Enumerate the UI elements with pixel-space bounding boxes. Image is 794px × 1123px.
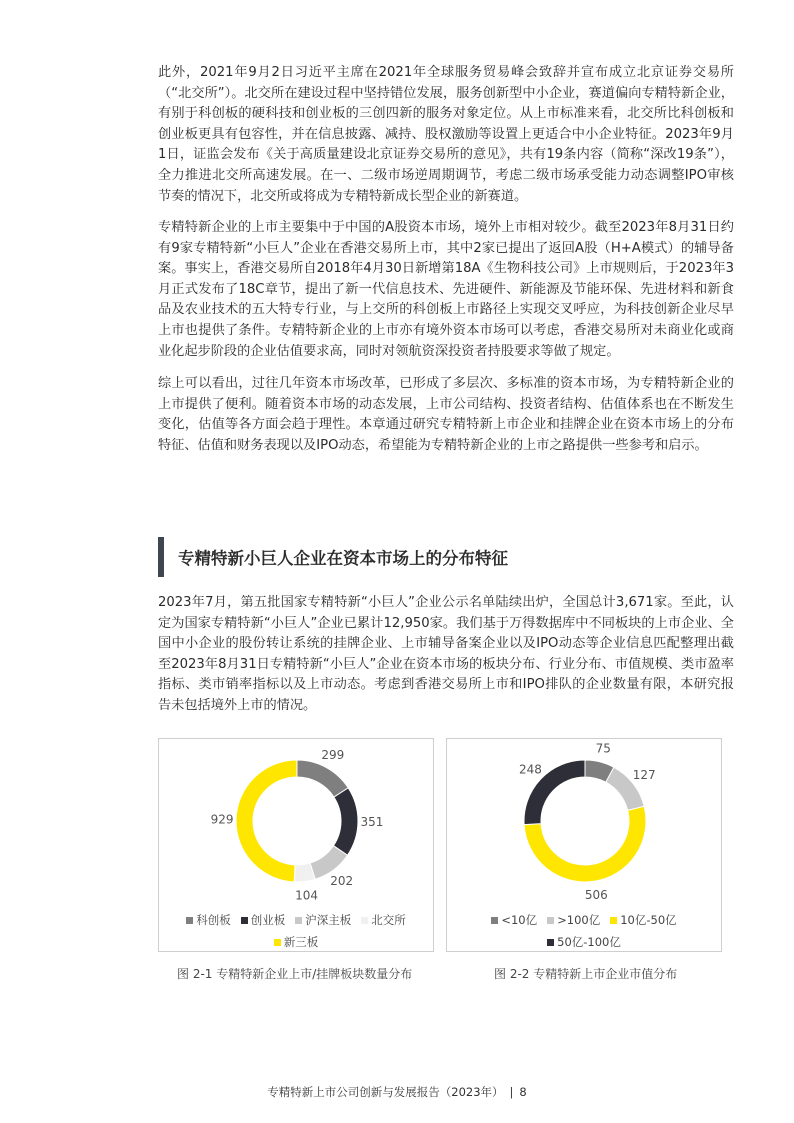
- legend-label: >100亿: [557, 913, 601, 927]
- data-label: 506: [584, 888, 608, 903]
- market-cap-donut: [447, 739, 723, 909]
- legend-entry: [295, 909, 351, 931]
- legend-label: 10亿-50亿: [620, 913, 677, 927]
- market-cap-chart: [446, 738, 722, 952]
- section-heading: [158, 537, 734, 577]
- legend-label: 50亿-100亿: [557, 935, 621, 949]
- board-distribution-donut: [159, 739, 435, 909]
- data-label: 929: [210, 812, 234, 827]
- data-label: 127: [632, 767, 656, 782]
- data-label: 351: [360, 814, 384, 829]
- legend-swatch: [491, 917, 498, 924]
- legend-swatch: [274, 939, 281, 946]
- legend-swatch: [547, 939, 554, 946]
- footer-report-title: 专精特新上市公司创新与发展报告（2023年）: [267, 1085, 504, 1099]
- legend-swatch: [610, 917, 617, 924]
- legend-label: <10亿: [501, 913, 538, 927]
- legend-swatch: [241, 917, 248, 924]
- page-footer: [0, 1084, 794, 1100]
- legend-label: 创业板: [250, 913, 286, 927]
- legend-entry: [491, 909, 537, 931]
- legend-entry: [186, 909, 231, 931]
- legend-swatch: [186, 917, 193, 924]
- board-distribution-legend: [159, 909, 433, 953]
- data-label: 202: [330, 874, 354, 889]
- legend-label: 新三板: [283, 935, 319, 949]
- legend-entry: [547, 931, 621, 953]
- legend-entry: [241, 909, 286, 931]
- data-label: 299: [321, 748, 345, 763]
- data-label: 75: [595, 741, 611, 756]
- footer-separator: |: [509, 1085, 514, 1099]
- legend-entry: [361, 909, 406, 931]
- legend-entry: [610, 909, 676, 931]
- page-number: 8: [519, 1085, 527, 1099]
- donut-slice: [236, 760, 297, 882]
- market-cap-legend: [447, 909, 721, 953]
- legend-swatch: [295, 917, 302, 924]
- legend-label: 科创板: [196, 913, 231, 927]
- donut-slice: [333, 788, 358, 855]
- data-label: 248: [518, 762, 542, 777]
- legend-label: 北交所: [371, 913, 406, 927]
- figure-caption-2: 图 2-2 专精特新上市企业市值分布: [494, 967, 678, 981]
- legend-label: 沪深主板: [305, 913, 352, 927]
- donut-slice: [297, 760, 348, 797]
- paragraph-1: 此外，2021年9月2日习近平主席在2021年全球服务贸易峰会致辞并宣布成立北京证券交易所（“北交所”）。北交所在建设过程中坚持错位发展，服务创新型中小企业，赛道偏向专精特新企业，有别于科创板的硬科技和创业板的三创四新的服务对象定位。从上市标准来看，北交所比科创板和创业板更具有包容性，并在信息披露、减持、股权激励等设置上更适合中小企业特征。2023年9月1日，证监会发布《关于高质量建设北京证券交易所的意见》，共有19条内容（简称“深改19条”），全力推进北交所高速发展。在一、二级市场逆周期调节，考虑二级市场承受能力动态调整IPO审核节奏的情况下，北交所或将成为专精特新成长型企业的新赛道。: [158, 65, 734, 204]
- section-title: 专精特新小巨人企业在资本市场上的分布特征: [178, 549, 508, 568]
- donut-slice: [524, 806, 646, 882]
- paragraph-3: 综上可以看出，过往几年资本市场改革，已形成了多层次、多标准的资本市场，为专精特新企业的上市提供了便利。随着资本市场的动态发展，上市公司结构、投资者结构、估值体系也在不断发生变化，估值等各方面会趋于理性。本章通过研究专精特新上市企业和挂牌企业在资本市场上的分布特征、估值和财务表现以及IPO动态，希望能为专精特新企业的上市之路提供一些参考和启示。: [158, 376, 734, 453]
- paragraph-4: 2023年7月，第五批国家专精特新“小巨人”企业公示名单陆续出炉，全国总计3,671家。至此，认定为国家专精特新“小巨人”企业已累计12,950家。我们基于万得数据库中不同板块的上市企业、全国中小企业的股份转让系统的挂牌企业、上市辅导备案企业以及IPO动态等企业信息匹配整理出截至2023年8月31日专精特新“小巨人”企业在资本市场的板块分布、行业分布、市值规模、类市盈率指标、类市销率指标以及上市动态。考虑到香港交易所上市和IPO排队的企业数量有限，本研究报告未包括境外上市的情况。: [158, 595, 734, 713]
- paragraph-2: 专精特新企业的上市主要集中于中国的A股资本市场，境外上市相对较少。截至2023年8月31日约有9家专精特新“小巨人”企业在香港交易所上市，其中2家已提出了返回A股（H+A模式）的辅导备案。事实上，香港交易所自2018年4月30日新增第18A《生物科技公司》上市规则后，于2023年3月正式发布了18C章节，提出了新一代信息技术、先进硬件、新能源及节能环保、先进材料和新食品及农业技术的五大特专行业，与上交所的科创板上市路径上实现交叉呼应，为科技创新企业尽早上市也提供了条件。专精特新企业的上市亦有境外资本市场可以考虑，香港交易所对未商业化或商业化起步阶段的企业估值要求高，同时对领航资深投资者持股要求等做了规定。: [158, 220, 734, 359]
- data-label: 104: [295, 888, 319, 903]
- legend-swatch: [361, 917, 368, 924]
- board-distribution-chart: [158, 738, 434, 952]
- figure-caption-1: 图 2-1 专精特新企业上市/挂牌板块数量分布: [177, 967, 413, 981]
- legend-entry: [547, 909, 600, 931]
- legend-swatch: [547, 917, 554, 924]
- legend-entry: [274, 931, 319, 953]
